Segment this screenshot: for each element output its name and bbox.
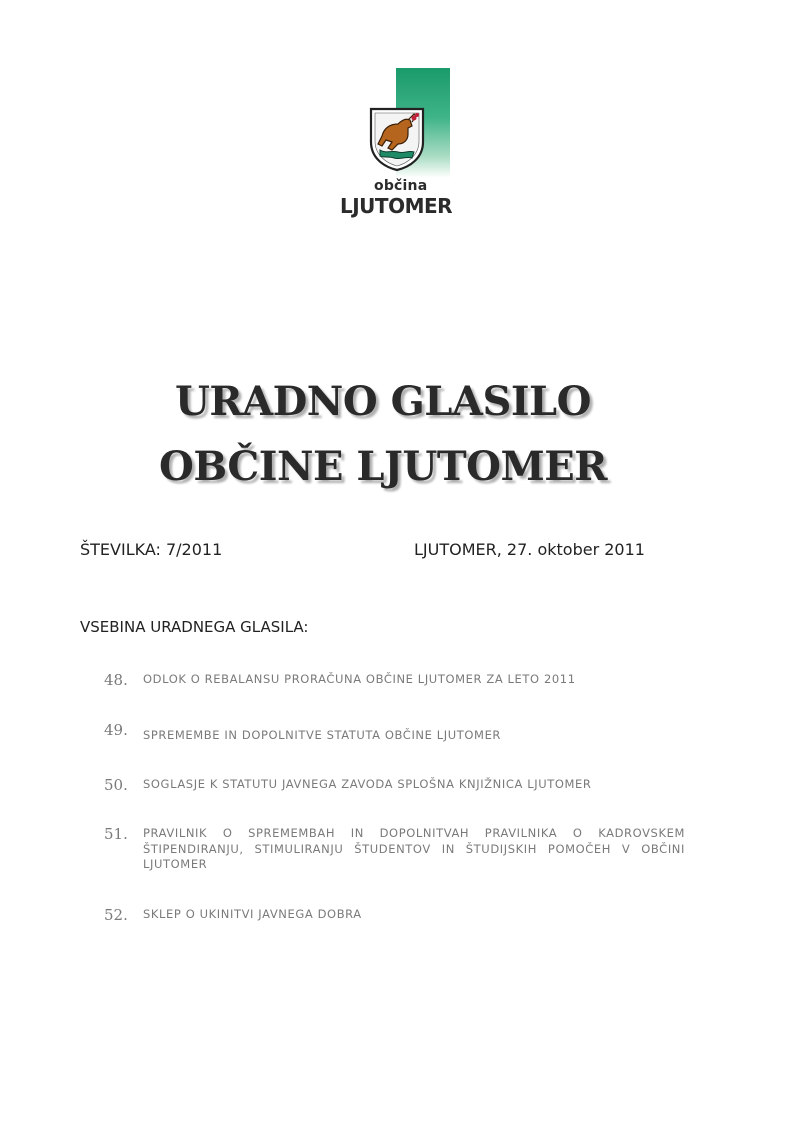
contents-item-title: SPREMEMBE IN DOPOLNITVE STATUTA OBČINE LJUTOMER <box>143 728 502 742</box>
logo-name: LJUTOMER <box>340 194 453 218</box>
issue-place-date: LJUTOMER, 27. oktober 2011 <box>414 540 645 559</box>
contents-item-title: ODLOK O REBALANSU PRORAČUNA OBČINE LJUTOMER ZA LETO 2011 <box>143 672 576 686</box>
contents-item-number: 51. <box>104 825 128 843</box>
publication-title-line-1: URADNO GLASILO <box>174 378 592 425</box>
publication-title-line-2: OBČINE LJUTOMER <box>159 443 607 490</box>
contents-item-number: 48. <box>104 671 128 689</box>
contents-item-number: 52. <box>104 906 128 924</box>
contents-item-title: SOGLASJE K STATUTU JAVNEGA ZAVODA SPLOŠNA KNJIŽNICA LJUTOMER <box>143 777 592 791</box>
contents-item-number: 50. <box>104 776 128 794</box>
contents-item-number: 49. <box>104 721 128 739</box>
contents-item-title: PRAVILNIK O SPREMEMBAH IN DOPOLNITVAH PRAVILNIKA O KADROVSKEM ŠTIPENDIRANJU, STIMULIRANJU ŠTUDENTOV IN ŠTUDIJSKIH POMOČEH V OBČINI LJUTOMER <box>143 826 685 871</box>
coat-of-arms-horse-icon <box>368 106 426 172</box>
issue-number: ŠTEVILKA: 7/2011 <box>80 540 223 559</box>
contents-heading: VSEBINA URADNEGA GLASILA: <box>80 618 309 636</box>
logo-subtitle: občina <box>374 178 428 194</box>
municipality-logo <box>340 66 456 222</box>
contents-item-title: SKLEP O UKINITVI JAVNEGA DOBRA <box>143 907 362 921</box>
